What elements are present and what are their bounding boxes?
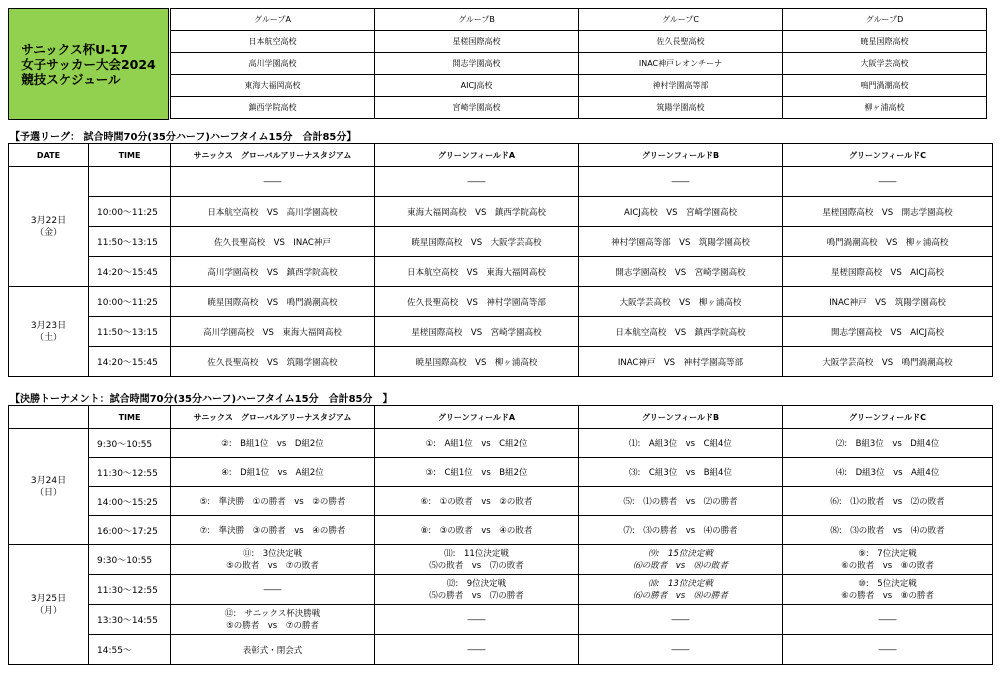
match-title: ⑪: 3位決定戦 — [242, 548, 303, 559]
match-pairing: ⑤の勝者 vs ⑦の勝者 — [226, 620, 319, 631]
match-cell: 鳴門渦潮高校 VS 柳ヶ浦高校 — [783, 227, 993, 257]
group-team: 筑陽学園高校 — [579, 97, 783, 119]
match-cell: 日本航空高校 VS 高川学園高校 — [171, 197, 375, 227]
group-d-header: グループD — [783, 9, 987, 31]
match-cell: 神村学園高等部 VS 筑陽学園高校 — [579, 227, 783, 257]
match-cell: ⑺: ⑶の勝者 vs ⑷の勝者 — [579, 516, 783, 545]
time-header: TIME — [89, 406, 171, 429]
match-cell: 暁星国際高校 VS 大阪学芸高校 — [375, 227, 579, 257]
match-cell: 日本航空高校 VS 鎮西学院高校 — [579, 317, 783, 347]
match-cell: ⑷: D組3位 vs A組4位 — [783, 458, 993, 487]
match-cell: 高川学園高校 VS 鎮西学院高校 — [171, 257, 375, 287]
match-cell: INAC神戸 VS 筑陽学園高校 — [783, 287, 993, 317]
match-time: 14:20～15:45 — [89, 347, 171, 377]
groups-header-row — [171, 9, 987, 31]
match-cell: 佐久長聖高校 VS 神村学園高等部 — [375, 287, 579, 317]
match-cell: 大阪学芸高校 VS 柳ヶ浦高校 — [579, 287, 783, 317]
time-header: TIME — [89, 144, 171, 167]
group-team: 佐久長聖高校 — [579, 31, 783, 53]
match-cell: 開志学園高校 VS AICJ高校 — [783, 317, 993, 347]
match-title: ⑫: サニックス杯決勝戦 — [224, 608, 321, 619]
match-time: 11:30～12:55 — [89, 458, 171, 487]
date-text: 3月25日 — [30, 593, 67, 604]
match-cell — [579, 575, 783, 605]
match-cell: 暁星国際高校 VS 柳ヶ浦高校 — [375, 347, 579, 377]
match-time: 10:00～11:25 — [89, 197, 171, 227]
match-cell: ―― — [783, 605, 993, 635]
weekday-text: （日） — [34, 487, 62, 498]
group-a-header: グループA — [171, 9, 375, 31]
match-cell: 開志学園高校 VS 宮崎学園高校 — [579, 257, 783, 287]
match-cell: ―― — [171, 167, 375, 197]
match-cell: 星槎国際高校 VS AICJ高校 — [783, 257, 993, 287]
match-time: 14:55～ — [89, 635, 171, 665]
group-team: 開志学園高校 — [375, 53, 579, 75]
table-row — [9, 545, 993, 575]
table-row — [9, 197, 993, 227]
match-cell: ⑦: 準決勝 ③の勝者 vs ④の勝者 — [171, 516, 375, 545]
group-team: AICJ高校 — [375, 75, 579, 97]
match-cell: ―― — [171, 575, 375, 605]
venue-header-field-c: グリーンフィールドC — [783, 144, 993, 167]
match-cell — [171, 545, 375, 575]
match-cell: 日本航空高校 VS 東海大福岡高校 — [375, 257, 579, 287]
match-cell: 佐久長聖高校 VS 筑陽学園高校 — [171, 347, 375, 377]
league-header-row — [9, 144, 993, 167]
match-cell — [375, 575, 579, 605]
groups-row — [171, 53, 987, 75]
match-cell: ⑧: ③の敗者 vs ④の敗者 — [375, 516, 579, 545]
match-cell: AICJ高校 VS 宮崎学園高校 — [579, 197, 783, 227]
venue-header-stadium: サニックス グローバルアリーナスタジアム — [171, 406, 375, 429]
match-cell — [783, 545, 993, 575]
schedule-title — [21, 42, 156, 87]
match-cell: ⑹: ⑴の敗者 vs ⑵の敗者 — [783, 487, 993, 516]
match-cell: ―― — [579, 167, 783, 197]
match-cell — [579, 545, 783, 575]
title-line-3: 競技スケジュール — [21, 71, 121, 87]
match-date — [9, 545, 89, 665]
match-title: ⑨: 7位決定戦 — [858, 548, 917, 559]
match-cell: ⑶: C組3位 vs B組4位 — [579, 458, 783, 487]
weekday-text: （金） — [34, 227, 62, 238]
venue-header-field-c: グリーンフィールドC — [783, 406, 993, 429]
date-header — [9, 406, 89, 429]
match-cell: ⑸: ⑴の勝者 vs ⑵の勝者 — [579, 487, 783, 516]
table-row — [9, 317, 993, 347]
match-cell: ―― — [783, 167, 993, 197]
match-title: ⑾: 11位決定戦 — [444, 548, 509, 559]
match-cell: ③: C組1位 vs B組2位 — [375, 458, 579, 487]
match-time: 14:20～15:45 — [89, 257, 171, 287]
match-cell: 大阪学芸高校 VS 鳴門渦潮高校 — [783, 347, 993, 377]
group-team: 宮崎学園高校 — [375, 97, 579, 119]
venue-header-field-a: グリーンフィールドA — [375, 144, 579, 167]
match-cell: ―― — [375, 605, 579, 635]
match-date — [9, 167, 89, 287]
match-cell: ⑻: ⑶の敗者 vs ⑷の敗者 — [783, 516, 993, 545]
match-cell: ④: D組1位 vs A組2位 — [171, 458, 375, 487]
group-team: 東海大福岡高校 — [171, 75, 375, 97]
league-table — [8, 143, 993, 377]
group-team: 暁星国際高校 — [783, 31, 987, 53]
table-row — [9, 287, 993, 317]
match-cell: ⑤: 準決勝 ①の勝者 vs ②の勝者 — [171, 487, 375, 516]
group-team: INAC神戸レオンチーナ — [579, 53, 783, 75]
table-row — [9, 487, 993, 516]
match-cell: ⑵: B組3位 vs D組4位 — [783, 429, 993, 458]
match-cell: ―― — [783, 635, 993, 665]
match-date — [9, 287, 89, 377]
groups-row — [171, 31, 987, 53]
venue-header-stadium: サニックス グローバルアリーナスタジアム — [171, 144, 375, 167]
match-cell: 東海大福岡高校 VS 鎮西学院高校 — [375, 197, 579, 227]
match-title: ⑩: 5位決定戦 — [858, 578, 917, 589]
match-cell: ―― — [375, 635, 579, 665]
table-row — [9, 429, 993, 458]
match-time: 11:50～13:15 — [89, 317, 171, 347]
group-team: 星槎国際高校 — [375, 31, 579, 53]
match-cell: 暁星国際高校 VS 鳴門渦潮高校 — [171, 287, 375, 317]
date-text: 3月22日 — [30, 215, 67, 226]
group-team: 鳴門渦潮高校 — [783, 75, 987, 97]
table-row — [9, 605, 993, 635]
group-team: 高川学園高校 — [171, 53, 375, 75]
title-line-1: サニックス杯U-17 — [21, 41, 128, 57]
match-cell: 星槎国際高校 VS 開志学園高校 — [783, 197, 993, 227]
table-row — [9, 227, 993, 257]
match-time: 11:50～13:15 — [89, 227, 171, 257]
groups-row — [171, 75, 987, 97]
group-b-header: グループB — [375, 9, 579, 31]
match-time: 9:30～10:55 — [89, 429, 171, 458]
tournament-section-label: 【決勝トーナメント：試合時間70分(35分ハーフ)ハーフタイム15分 合計85分 】 — [10, 394, 393, 405]
match-cell: ⑥: ①の敗者 vs ②の敗者 — [375, 487, 579, 516]
match-time: 14:00～15:25 — [89, 487, 171, 516]
match-time: 13:30～14:55 — [89, 605, 171, 635]
match-cell: 高川学園高校 VS 東海大福岡高校 — [171, 317, 375, 347]
match-pairing: ⑸の勝者 vs ⑺の勝者 — [429, 590, 524, 601]
table-row — [9, 635, 993, 665]
match-cell: 佐久長聖高校 VS INAC神戸 — [171, 227, 375, 257]
match-cell — [783, 575, 993, 605]
match-cell: ①: A組1位 vs C組2位 — [375, 429, 579, 458]
match-time: 9:30～10:55 — [89, 545, 171, 575]
match-date — [9, 429, 89, 545]
tournament-header-row — [9, 406, 993, 429]
match-cell: ②: B組1位 vs D組2位 — [171, 429, 375, 458]
date-text: 3月24日 — [30, 475, 67, 486]
match-cell — [375, 545, 579, 575]
groups-row — [171, 97, 987, 119]
match-cell: INAC神戸 VS 神村学園高等部 — [579, 347, 783, 377]
groups-table — [170, 8, 987, 119]
match-cell: 表彰式・閉会式 — [171, 635, 375, 665]
table-row — [9, 516, 993, 545]
group-team: 柳ヶ浦高校 — [783, 97, 987, 119]
venue-header-field-b: グリーンフィールドB — [579, 144, 783, 167]
weekday-text: （土） — [34, 332, 62, 343]
group-c-header: グループC — [579, 9, 783, 31]
table-row — [9, 167, 993, 197]
match-cell: ―― — [579, 605, 783, 635]
table-row — [9, 257, 993, 287]
table-row — [9, 347, 993, 377]
match-time: 10:00～11:25 — [89, 287, 171, 317]
match-cell: 星槎国際高校 VS 宮崎学園高校 — [375, 317, 579, 347]
weekday-text: （月） — [34, 605, 62, 616]
match-pairing: ⑹の敗者 vs ⑻の敗者 — [633, 560, 728, 571]
date-header: DATE — [9, 144, 89, 167]
venue-header-field-a: グリーンフィールドA — [375, 406, 579, 429]
match-time: 11:30～12:55 — [89, 575, 171, 605]
match-pairing: ⑥の敗者 vs ⑧の敗者 — [841, 560, 934, 571]
match-cell: ―― — [375, 167, 579, 197]
match-time: 16:00～17:25 — [89, 516, 171, 545]
group-team: 大阪学芸高校 — [783, 53, 987, 75]
match-cell — [171, 605, 375, 635]
table-row — [9, 575, 993, 605]
match-title: ⑿: 9位決定戦 — [446, 578, 507, 589]
match-pairing: ⑹の勝者 vs ⑻の勝者 — [633, 590, 728, 601]
match-pairing: ⑥の勝者 vs ⑧の勝者 — [841, 590, 934, 601]
match-pairing: ⑤の敗者 vs ⑦の敗者 — [226, 560, 319, 571]
venue-header-field-b: グリーンフィールドB — [579, 406, 783, 429]
match-cell: ⑴: A組3位 vs C組4位 — [579, 429, 783, 458]
schedule-title-block — [8, 8, 169, 120]
match-time — [89, 167, 171, 197]
group-team: 神村学園高等部 — [579, 75, 783, 97]
group-team: 鎮西学院高校 — [171, 97, 375, 119]
match-pairing: ⑸の敗者 vs ⑺の敗者 — [429, 560, 524, 571]
match-cell: ―― — [579, 635, 783, 665]
group-team: 日本航空高校 — [171, 31, 375, 53]
match-title: ⑼: 15位決定戦 — [648, 548, 713, 559]
date-text: 3月23日 — [30, 320, 67, 331]
match-title: ⑽: 13位決定戦 — [648, 578, 713, 589]
tournament-table — [8, 405, 993, 665]
table-row — [9, 458, 993, 487]
league-section-label: 【予選リーグ： 試合時間70分(35分ハーフ)ハーフタイム15分 合計85分】 — [10, 132, 357, 143]
title-line-2: 女子サッカー大会2024 — [21, 56, 156, 72]
